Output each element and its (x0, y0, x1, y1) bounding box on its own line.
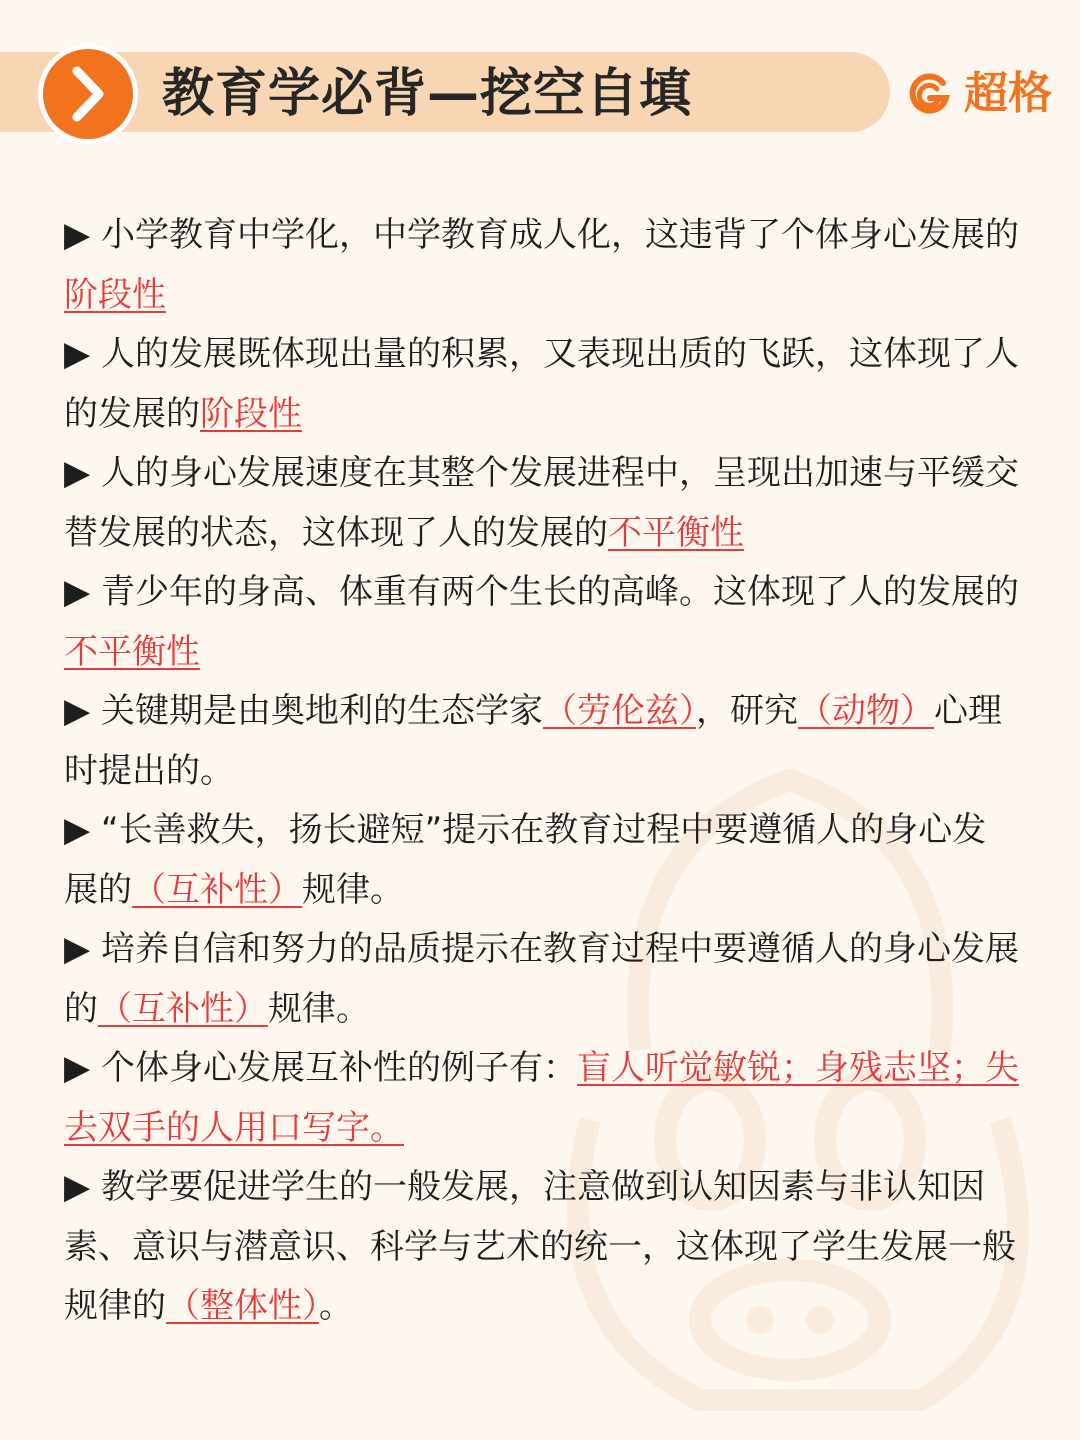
brand-name: 超格 (964, 68, 1052, 119)
item-text: 青少年的身高、体重有两个生长的高峰。这体现了人的发展的 (100, 572, 1019, 612)
item-text: 规律。 (302, 869, 404, 910)
item-text: 。 (319, 1286, 353, 1326)
list-item (64, 1039, 1020, 1158)
bullet-icon: ▶ (64, 215, 91, 255)
item-text: 人的身心发展速度在其整个发展进程中，呈现出加速与平缓交替发展的状态，这体现了人的发展的 (64, 453, 1019, 553)
item-text: 规律。 (268, 988, 370, 1029)
list-item (64, 325, 1020, 444)
bullet-icon: ▶ (64, 929, 91, 969)
answer-blank: （劳伦兹） (542, 691, 696, 731)
bullet-icon: ▶ (64, 691, 91, 731)
c-logo-icon (906, 71, 952, 117)
answer-blank: （互补性） (98, 988, 268, 1029)
item-text: 教学要促进学生的一般发展，注意做到认知因素与非认知因素、意识与潜意识、科学与艺术的统一，这体现了学生发展一般规律的 (64, 1167, 1016, 1326)
brand-logo (906, 66, 1052, 122)
item-text: 个体身心发展互补性的例子有： (100, 1048, 577, 1088)
list-item (64, 801, 1020, 920)
item-text: 心理时提出的。 (64, 691, 1002, 791)
bullet-icon: ▶ (64, 1048, 91, 1088)
question-list (64, 206, 1020, 1337)
answer-blank: （互补性） (132, 869, 302, 910)
item-text: 人的发展既体现出量的积累，又表现出质的飞跃，这体现了人的发展的 (64, 334, 1019, 434)
page-title: 教育学必背—挖空自填 (162, 64, 693, 124)
item-text: 小学教育中学化，中学教育成人化，这违背了个体身心发展的 (100, 215, 1019, 255)
answer-blank: 阶段性 (64, 274, 166, 315)
list-item (64, 444, 1020, 563)
bullet-icon: ▶ (64, 334, 91, 374)
bullet-icon: ▶ (64, 572, 91, 612)
list-item (64, 206, 1020, 325)
list-item (64, 563, 1020, 682)
list-item (64, 1158, 1020, 1337)
answer-blank: 不平衡性 (64, 631, 200, 672)
answer-blank: 阶段性 (200, 393, 302, 434)
list-item (64, 920, 1020, 1039)
answer-blank: （动物） (797, 691, 934, 731)
answer-blank: 不平衡性 (608, 512, 744, 553)
answer-blank: （整体性） (166, 1286, 319, 1326)
item-text: 关键期是由奥地利的生态学家 (100, 691, 543, 731)
answer-blank: 盲人听觉敏锐；身残志坚；失去双手的人用口写字。 (64, 1048, 1019, 1148)
chevron-right-icon (38, 44, 138, 144)
item-text: ，研究 (695, 691, 798, 731)
item-text: 培养自信和努力的品质提示在教育过程中要遵循人的身心发展的 (64, 929, 1019, 1029)
bullet-icon: ▶ (64, 1167, 91, 1207)
bullet-icon: ▶ (64, 453, 91, 493)
bullet-icon: ▶ (64, 810, 91, 850)
list-item (64, 682, 1020, 801)
item-text: “长善救失，扬长避短”提示在教育过程中要遵循人的身心发展的 (64, 810, 987, 910)
